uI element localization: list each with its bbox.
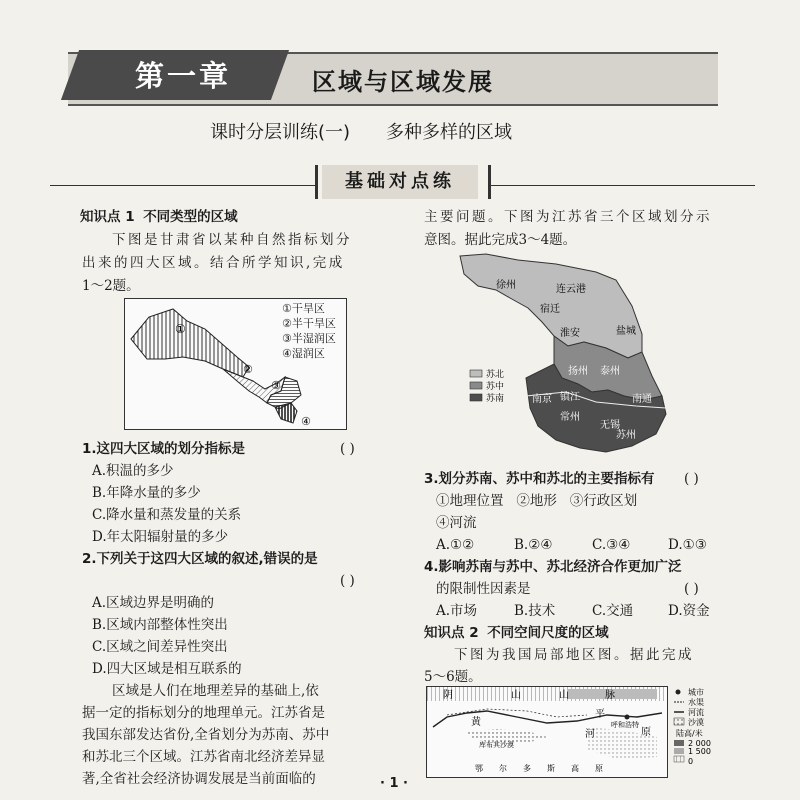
legend-desert: 沙漠 [688, 718, 704, 727]
map-label-he: 河 [585, 729, 595, 740]
gansu-legend-3: ③半湿润区 [282, 332, 336, 345]
kp2-title: 不同空间尺度的区域 [487, 625, 609, 641]
gansu-legend-4: ④湿润区 [282, 347, 325, 360]
city-zhenjiang: 镇江 [560, 392, 580, 403]
region-map-svg [427, 687, 667, 777]
question-4-stem [424, 556, 682, 578]
q2-option-c: C.区域之间差异性突出 [92, 639, 228, 655]
q3-item-3: ③行政区划 [569, 493, 638, 509]
map-label-hohhot: 呼和浩特 [611, 721, 639, 729]
map-label-mai: 脉 [605, 690, 615, 701]
q1-option-b: B.年降水量的多少 [92, 485, 201, 501]
q1-option-a: A.积温的多少 [92, 463, 174, 479]
gansu-label-2: ② [243, 363, 253, 376]
gansu-legend-2: ②半干旱区 [282, 317, 336, 330]
legend-elev-low [674, 756, 684, 762]
knowledge-point-2 [424, 622, 609, 644]
q3-option-d: D.①③ [668, 537, 707, 553]
section-title: 基础对点练 [345, 171, 455, 192]
q3-option-c: C.③④ [592, 537, 631, 553]
q4-stem-line-2: 的限制性因素是 [436, 581, 531, 597]
gansu-label-3: ③ [271, 379, 281, 392]
q1-option-c: C.降水量和蒸发量的关系 [92, 507, 242, 523]
lesson-subtitle: 多种多样的区域 [386, 122, 513, 143]
q4-answer-bracket: ( ) [684, 581, 699, 597]
jiangsu-map-svg [456, 250, 718, 458]
legend-middle-swatch [470, 382, 482, 389]
legend-north-label: 苏北 [486, 370, 505, 380]
region-humid [275, 403, 297, 423]
legend-elev-0: 0 [688, 757, 694, 766]
region-map [426, 686, 668, 778]
question-1-stem [82, 438, 245, 460]
intro3-line-2: 5～6题。 [424, 669, 482, 685]
q3-item-4: ④河流 [436, 515, 477, 531]
lesson-heading [210, 118, 512, 144]
map-label-duo: 多 [523, 764, 531, 773]
q1-stem-text: 1.这四大区域的划分指标是 [82, 441, 246, 457]
city-suqian: 宿迁 [540, 304, 560, 315]
legend-city-icon [676, 690, 681, 695]
q4-option-d: D.资金 [668, 603, 710, 619]
intro1-line-1: 下图是甘肃省以某种自然指标划分 [112, 232, 352, 248]
q3-item-2: ②地形 [516, 493, 557, 509]
intro2-line-5: 著,全省社会经济协调发展是当前面临的 [82, 771, 316, 787]
q1-answer-bracket: ( ) [340, 441, 355, 457]
intro2-line-1: 区域是人们在地理差异的基础上,依 [112, 683, 319, 699]
city-lianyungang: 连云港 [556, 284, 586, 295]
map-label-gao: 高 [571, 764, 579, 773]
jiangsu-map [456, 250, 718, 458]
map-label-ping: 平 [595, 709, 605, 720]
legend-middle-label: 苏中 [486, 382, 505, 392]
map-label-kubuqi: 库布其沙漠 [479, 741, 514, 749]
legend-south-label: 苏南 [486, 394, 505, 404]
intro1-line-2: 出来的四大区域。结合所学知识,完成 [82, 255, 345, 271]
kp1-label: 知识点 1 [80, 209, 135, 225]
region-arid [131, 309, 249, 377]
legend-elev-mid [674, 748, 684, 754]
intro2-line-2: 据一定的指标划分的地理单元。江苏省是 [82, 705, 325, 721]
page-number: · 1 · [380, 776, 408, 791]
region-legend-svg [672, 686, 732, 774]
map-label-si: 斯 [547, 764, 555, 773]
map-label-er: 尔 [499, 764, 507, 773]
city-nantong: 南通 [632, 394, 652, 405]
city-taizhou: 泰州 [600, 366, 620, 377]
q2-stem-text: 2.下列关于这四大区域的叙述,错误的是 [82, 551, 318, 567]
region-map-legend [672, 686, 732, 774]
city-suzhou: 苏州 [616, 430, 636, 441]
q2-option-a: A.区域边界是明确的 [92, 595, 215, 611]
q2-option-b: B.区域内部整体性突出 [92, 617, 228, 633]
chapter-title: 区域与区域发展 [312, 68, 494, 96]
legend-elev-2000: 2 000 [688, 739, 711, 748]
legend-city: 城市 [688, 688, 704, 697]
q4-option-b: B.技术 [514, 603, 556, 619]
kp2-label: 知识点 2 [424, 625, 479, 641]
q2-option-d: D.四大区域是相互联系的 [92, 661, 242, 677]
city-xuzhou: 徐州 [496, 280, 516, 291]
q3-item-1: ①地理位置 [436, 493, 504, 509]
legend-elevation-title: 陆高/米 [676, 729, 703, 738]
q4-stem-text: 4.影响苏南与苏中、苏北经济合作更加广泛 [424, 559, 682, 575]
q1-option-d: D.年太阳辐射量的多少 [92, 529, 229, 545]
chapter-label: 第一章 [134, 59, 231, 93]
q4-option-c: C.交通 [592, 603, 634, 619]
city-hohhot-marker [625, 715, 630, 720]
gansu-legend [282, 301, 336, 361]
map-label-yin: 阴 [443, 690, 453, 701]
q3-option-b: B.②④ [514, 537, 553, 553]
legend-elev-high [674, 740, 684, 746]
lesson-title: 课时分层训练(一) [210, 122, 351, 143]
legend-river: 河流 [688, 708, 704, 717]
q4-option-a: A.市场 [436, 603, 478, 619]
knowledge-point-1 [80, 206, 238, 228]
map-label-huang: 黄 [471, 717, 481, 728]
map-label-yuan: 原 [641, 727, 651, 738]
q3-stem-text: 3.划分苏南、苏中和苏北的主要指标有 [424, 471, 655, 487]
legend-desert-icon [674, 718, 684, 725]
question-2-stem [82, 548, 318, 570]
city-wuxi: 无锡 [600, 420, 620, 431]
q3-answer-bracket: ( ) [684, 471, 699, 487]
map-label-shan2: 山 [559, 690, 569, 701]
q3-items [436, 490, 637, 512]
map-label-shan1: 山 [511, 690, 521, 701]
city-yancheng: 盐城 [616, 326, 636, 337]
intro1-line-3: 1～2题。 [82, 278, 140, 294]
legend-south-swatch [470, 394, 482, 401]
intro2-cont-line-2: 意图。据此完成3～4题。 [424, 232, 577, 248]
map-label-yuan2: 原 [595, 764, 603, 773]
kp1-title: 不同类型的区域 [143, 209, 238, 225]
intro2-line-4: 和苏北三个区域。江苏省南北经济差异显 [82, 749, 325, 765]
city-changzhou: 常州 [560, 412, 580, 423]
legend-elev-1500: 1 500 [688, 747, 711, 756]
intro2-cont-line-1: 主要问题。下图为江苏省三个区域划分示 [424, 209, 712, 225]
legend-canal: 水渠 [688, 698, 704, 707]
intro3-line-1: 下图为我国局部地区图。据此完成 [454, 647, 694, 663]
q2-answer-bracket: ( ) [340, 573, 355, 589]
gansu-label-4: ④ [301, 415, 311, 428]
q3-option-a: A.①② [436, 537, 475, 553]
city-huaian: 淮安 [560, 328, 580, 339]
gansu-label-1: ① [175, 322, 186, 336]
gansu-legend-1: ①干旱区 [282, 302, 325, 315]
intro2-line-3: 我国东部发达省份,全省划分为苏南、苏中 [82, 727, 330, 743]
map-label-e: 鄂 [475, 764, 483, 773]
city-yangzhou: 扬州 [568, 366, 588, 377]
legend-north-swatch [470, 370, 482, 377]
question-3-stem [424, 468, 655, 490]
city-nanjing: 南京 [532, 394, 552, 405]
